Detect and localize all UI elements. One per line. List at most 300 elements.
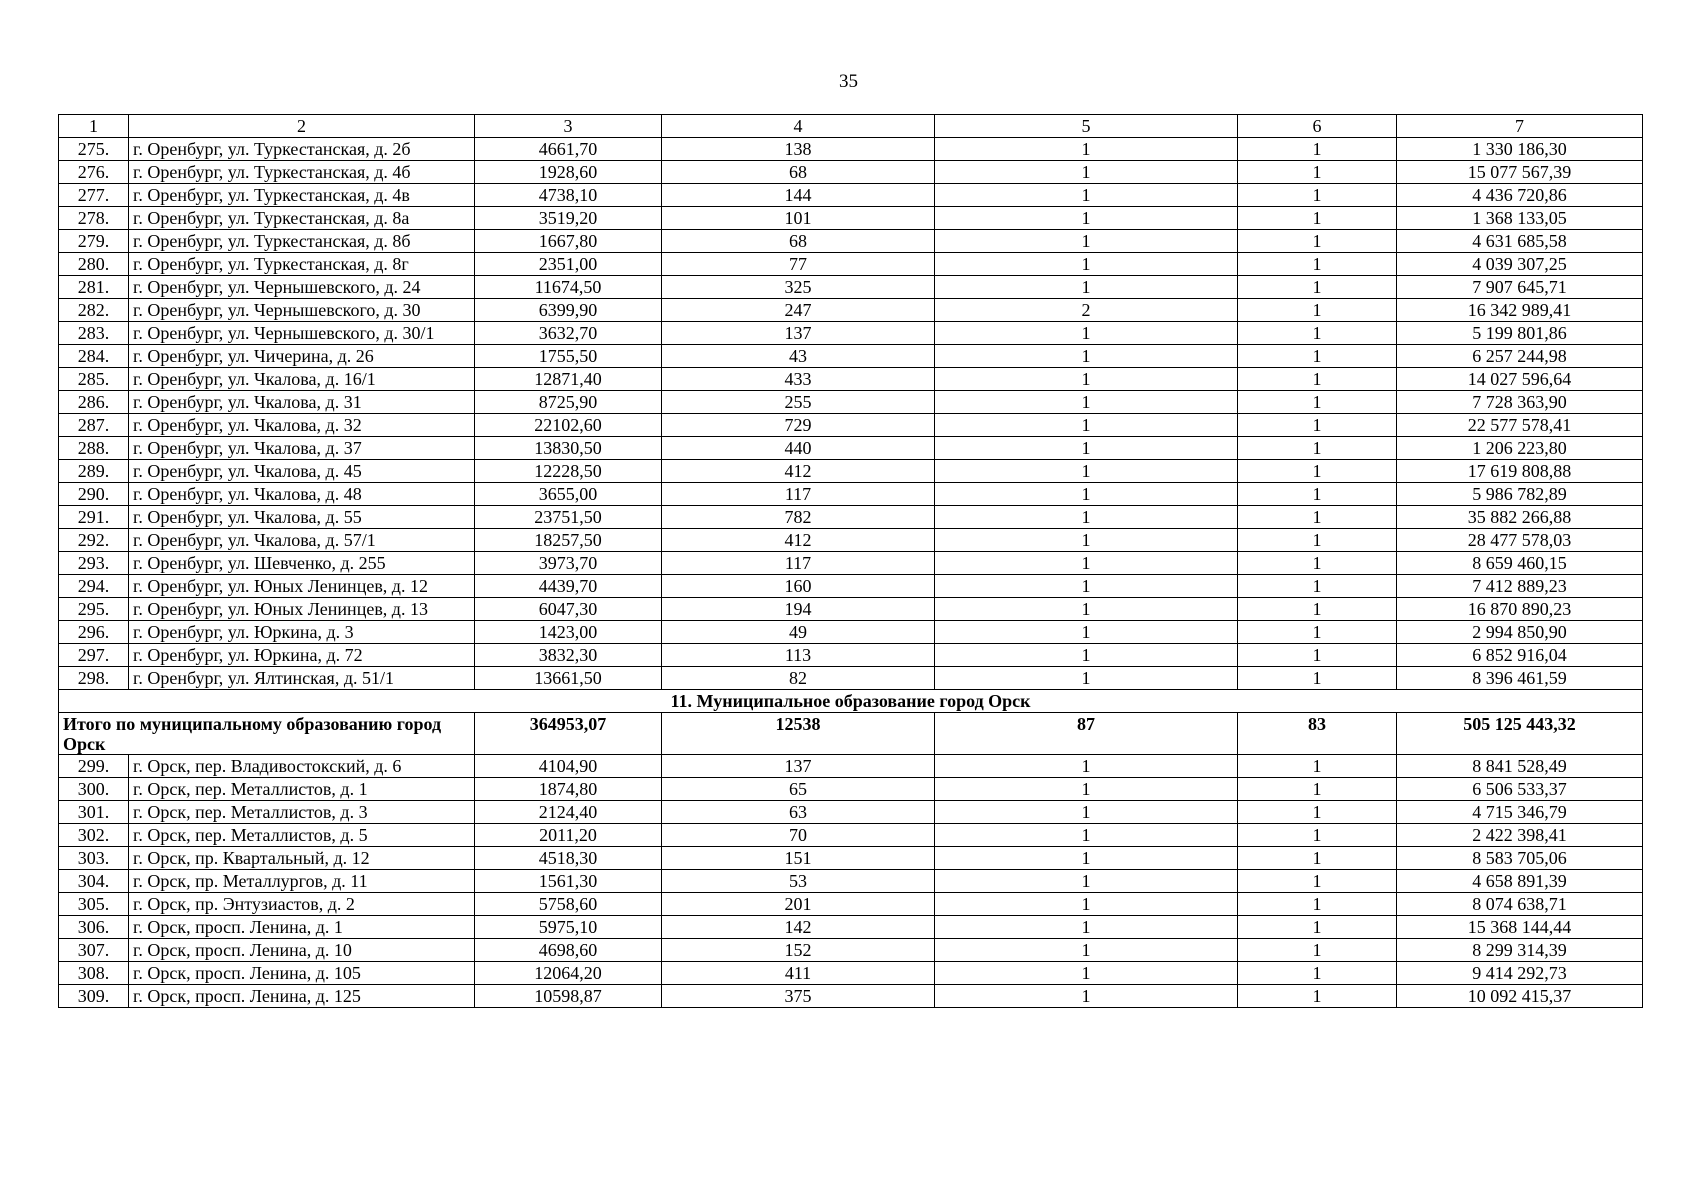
row-number: 276. <box>59 161 129 184</box>
row-number: 300. <box>59 778 129 801</box>
col6-cell: 1 <box>1238 276 1397 299</box>
col6-cell: 1 <box>1238 322 1397 345</box>
col5-cell: 1 <box>935 962 1238 985</box>
col6-cell: 1 <box>1238 667 1397 690</box>
col6-cell: 1 <box>1238 391 1397 414</box>
row-number: 309. <box>59 985 129 1008</box>
address-cell: г. Оренбург, ул. Туркестанская, д. 2б <box>129 138 475 161</box>
col4-cell: 433 <box>662 368 935 391</box>
table-row <box>59 299 1643 322</box>
cost-cell: 14 027 596,64 <box>1397 368 1643 391</box>
total-value: 87 <box>935 713 1238 755</box>
address-cell: г. Оренбург, ул. Чкалова, д. 37 <box>129 437 475 460</box>
row-number: 290. <box>59 483 129 506</box>
cost-cell: 28 477 578,03 <box>1397 529 1643 552</box>
col5-cell: 1 <box>935 207 1238 230</box>
row-number: 306. <box>59 916 129 939</box>
address-cell: г. Орск, пер. Владивостокский, д. 6 <box>129 755 475 778</box>
table-body <box>59 115 1643 1008</box>
area-cell: 4104,90 <box>475 755 662 778</box>
table-row <box>59 483 1643 506</box>
col6-cell: 1 <box>1238 916 1397 939</box>
col6-cell: 1 <box>1238 529 1397 552</box>
area-cell: 12064,20 <box>475 962 662 985</box>
area-cell: 18257,50 <box>475 529 662 552</box>
col5-cell: 1 <box>935 598 1238 621</box>
col5-cell: 1 <box>935 483 1238 506</box>
cost-cell: 7 907 645,71 <box>1397 276 1643 299</box>
cost-cell: 4 658 891,39 <box>1397 870 1643 893</box>
col6-cell: 1 <box>1238 207 1397 230</box>
cost-cell: 15 368 144,44 <box>1397 916 1643 939</box>
area-cell: 4698,60 <box>475 939 662 962</box>
col4-cell: 43 <box>662 345 935 368</box>
area-cell: 1928,60 <box>475 161 662 184</box>
address-cell: г. Оренбург, ул. Чкалова, д. 48 <box>129 483 475 506</box>
cost-cell: 4 715 346,79 <box>1397 801 1643 824</box>
address-cell: г. Орск, просп. Ленина, д. 125 <box>129 985 475 1008</box>
row-number: 295. <box>59 598 129 621</box>
header-row <box>59 115 1643 138</box>
address-cell: г. Оренбург, ул. Чкалова, д. 32 <box>129 414 475 437</box>
row-number: 297. <box>59 644 129 667</box>
area-cell: 3973,70 <box>475 552 662 575</box>
col4-cell: 101 <box>662 207 935 230</box>
area-cell: 8725,90 <box>475 391 662 414</box>
cost-cell: 9 414 292,73 <box>1397 962 1643 985</box>
area-cell: 3655,00 <box>475 483 662 506</box>
col6-cell: 1 <box>1238 801 1397 824</box>
header-cell: 6 <box>1238 115 1397 138</box>
total-value: 505 125 443,32 <box>1397 713 1643 755</box>
area-cell: 4439,70 <box>475 575 662 598</box>
header-cell: 7 <box>1397 115 1643 138</box>
table-row <box>59 552 1643 575</box>
address-cell: г. Оренбург, ул. Чкалова, д. 16/1 <box>129 368 475 391</box>
col4-cell: 113 <box>662 644 935 667</box>
col4-cell: 82 <box>662 667 935 690</box>
area-cell: 2011,20 <box>475 824 662 847</box>
col6-cell: 1 <box>1238 575 1397 598</box>
col6-cell: 1 <box>1238 161 1397 184</box>
table-row <box>59 893 1643 916</box>
col6-cell: 1 <box>1238 824 1397 847</box>
total-value: 12538 <box>662 713 935 755</box>
cost-cell: 35 882 266,88 <box>1397 506 1643 529</box>
col6-cell: 1 <box>1238 778 1397 801</box>
row-number: 277. <box>59 184 129 207</box>
row-number: 294. <box>59 575 129 598</box>
col6-cell: 1 <box>1238 621 1397 644</box>
address-cell: г. Орск, пер. Металлистов, д. 5 <box>129 824 475 847</box>
col4-cell: 160 <box>662 575 935 598</box>
area-cell: 1874,80 <box>475 778 662 801</box>
col4-cell: 152 <box>662 939 935 962</box>
cost-cell: 5 986 782,89 <box>1397 483 1643 506</box>
col5-cell: 1 <box>935 506 1238 529</box>
row-number: 307. <box>59 939 129 962</box>
col6-cell: 1 <box>1238 253 1397 276</box>
header-cell: 2 <box>129 115 475 138</box>
address-cell: г. Оренбург, ул. Чичерина, д. 26 <box>129 345 475 368</box>
col5-cell: 1 <box>935 414 1238 437</box>
cost-cell: 4 436 720,86 <box>1397 184 1643 207</box>
row-number: 296. <box>59 621 129 644</box>
address-cell: г. Оренбург, ул. Юркина, д. 72 <box>129 644 475 667</box>
area-cell: 22102,60 <box>475 414 662 437</box>
col4-cell: 247 <box>662 299 935 322</box>
col5-cell: 1 <box>935 870 1238 893</box>
address-cell: г. Оренбург, ул. Чернышевского, д. 30 <box>129 299 475 322</box>
area-cell: 10598,87 <box>475 985 662 1008</box>
area-cell: 6399,90 <box>475 299 662 322</box>
address-cell: г. Оренбург, ул. Чкалова, д. 57/1 <box>129 529 475 552</box>
area-cell: 12228,50 <box>475 460 662 483</box>
col6-cell: 1 <box>1238 939 1397 962</box>
col6-cell: 1 <box>1238 893 1397 916</box>
cost-cell: 1 368 133,05 <box>1397 207 1643 230</box>
col6-cell: 1 <box>1238 299 1397 322</box>
col5-cell: 1 <box>935 916 1238 939</box>
col5-cell: 1 <box>935 437 1238 460</box>
area-cell: 3832,30 <box>475 644 662 667</box>
col6-cell: 1 <box>1238 138 1397 161</box>
col4-cell: 68 <box>662 161 935 184</box>
header-cell: 4 <box>662 115 935 138</box>
address-cell: г. Оренбург, ул. Туркестанская, д. 4в <box>129 184 475 207</box>
table-row <box>59 621 1643 644</box>
address-cell: г. Орск, пер. Металлистов, д. 3 <box>129 801 475 824</box>
col5-cell: 1 <box>935 161 1238 184</box>
col6-cell: 1 <box>1238 847 1397 870</box>
address-cell: г. Оренбург, ул. Туркестанская, д. 8б <box>129 230 475 253</box>
row-number: 280. <box>59 253 129 276</box>
area-cell: 4661,70 <box>475 138 662 161</box>
row-number: 284. <box>59 345 129 368</box>
area-cell: 12871,40 <box>475 368 662 391</box>
table-row <box>59 847 1643 870</box>
table-row <box>59 575 1643 598</box>
area-cell: 3519,20 <box>475 207 662 230</box>
col5-cell: 1 <box>935 253 1238 276</box>
header-cell: 3 <box>475 115 662 138</box>
table-row <box>59 985 1643 1008</box>
col5-cell: 1 <box>935 529 1238 552</box>
section-row <box>59 690 1643 713</box>
col4-cell: 70 <box>662 824 935 847</box>
address-cell: г. Оренбург, ул. Туркестанская, д. 8г <box>129 253 475 276</box>
col5-cell: 1 <box>935 552 1238 575</box>
col6-cell: 1 <box>1238 962 1397 985</box>
address-cell: г. Оренбург, ул. Ялтинская, д. 51/1 <box>129 667 475 690</box>
cost-cell: 10 092 415,37 <box>1397 985 1643 1008</box>
col5-cell: 1 <box>935 391 1238 414</box>
total-value: 364953,07 <box>475 713 662 755</box>
table-row <box>59 506 1643 529</box>
col4-cell: 411 <box>662 962 935 985</box>
address-cell: г. Оренбург, ул. Юных Ленинцев, д. 12 <box>129 575 475 598</box>
address-cell: г. Орск, пр. Квартальный, д. 12 <box>129 847 475 870</box>
address-cell: г. Оренбург, ул. Юных Ленинцев, д. 13 <box>129 598 475 621</box>
row-number: 298. <box>59 667 129 690</box>
col4-cell: 412 <box>662 529 935 552</box>
row-number: 305. <box>59 893 129 916</box>
col4-cell: 144 <box>662 184 935 207</box>
col6-cell: 1 <box>1238 985 1397 1008</box>
row-number: 278. <box>59 207 129 230</box>
cost-cell: 6 257 244,98 <box>1397 345 1643 368</box>
col6-cell: 1 <box>1238 506 1397 529</box>
area-cell: 1667,80 <box>475 230 662 253</box>
cost-cell: 8 299 314,39 <box>1397 939 1643 962</box>
address-cell: г. Оренбург, ул. Чкалова, д. 45 <box>129 460 475 483</box>
col5-cell: 1 <box>935 893 1238 916</box>
cost-cell: 6 852 916,04 <box>1397 644 1643 667</box>
cost-cell: 5 199 801,86 <box>1397 322 1643 345</box>
col4-cell: 49 <box>662 621 935 644</box>
col5-cell: 1 <box>935 985 1238 1008</box>
table-row <box>59 161 1643 184</box>
col4-cell: 138 <box>662 138 935 161</box>
row-number: 281. <box>59 276 129 299</box>
col5-cell: 1 <box>935 230 1238 253</box>
col5-cell: 1 <box>935 667 1238 690</box>
table-row <box>59 207 1643 230</box>
table-row <box>59 253 1643 276</box>
cost-cell: 2 994 850,90 <box>1397 621 1643 644</box>
area-cell: 13830,50 <box>475 437 662 460</box>
col5-cell: 1 <box>935 755 1238 778</box>
col5-cell: 1 <box>935 138 1238 161</box>
table-row <box>59 824 1643 847</box>
col4-cell: 255 <box>662 391 935 414</box>
table-row <box>59 939 1643 962</box>
row-number: 303. <box>59 847 129 870</box>
table-row <box>59 644 1643 667</box>
address-cell: г. Оренбург, ул. Шевченко, д. 255 <box>129 552 475 575</box>
table-row <box>59 755 1643 778</box>
col5-cell: 1 <box>935 460 1238 483</box>
col6-cell: 1 <box>1238 414 1397 437</box>
address-cell: г. Оренбург, ул. Чкалова, д. 31 <box>129 391 475 414</box>
table-row <box>59 529 1643 552</box>
cost-cell: 1 206 223,80 <box>1397 437 1643 460</box>
col5-cell: 1 <box>935 824 1238 847</box>
col5-cell: 1 <box>935 621 1238 644</box>
col5-cell: 2 <box>935 299 1238 322</box>
area-cell: 4738,10 <box>475 184 662 207</box>
table-row <box>59 391 1643 414</box>
col6-cell: 1 <box>1238 755 1397 778</box>
row-number: 308. <box>59 962 129 985</box>
table-row <box>59 916 1643 939</box>
col4-cell: 77 <box>662 253 935 276</box>
area-cell: 3632,70 <box>475 322 662 345</box>
row-number: 292. <box>59 529 129 552</box>
address-cell: г. Оренбург, ул. Чернышевского, д. 24 <box>129 276 475 299</box>
col5-cell: 1 <box>935 778 1238 801</box>
col6-cell: 1 <box>1238 230 1397 253</box>
row-number: 288. <box>59 437 129 460</box>
total-label: Итого по муниципальному образованию город Орск <box>59 713 475 755</box>
area-cell: 2124,40 <box>475 801 662 824</box>
area-cell: 23751,50 <box>475 506 662 529</box>
col6-cell: 1 <box>1238 598 1397 621</box>
header-cell: 5 <box>935 115 1238 138</box>
col6-cell: 1 <box>1238 460 1397 483</box>
col5-cell: 1 <box>935 345 1238 368</box>
cost-cell: 8 074 638,71 <box>1397 893 1643 916</box>
col4-cell: 729 <box>662 414 935 437</box>
col5-cell: 1 <box>935 184 1238 207</box>
header-cell: 1 <box>59 115 129 138</box>
col4-cell: 201 <box>662 893 935 916</box>
area-cell: 1423,00 <box>475 621 662 644</box>
col4-cell: 137 <box>662 322 935 345</box>
table-row <box>59 138 1643 161</box>
table-row <box>59 460 1643 483</box>
table-row <box>59 962 1643 985</box>
address-cell: г. Орск, пр. Металлургов, д. 11 <box>129 870 475 893</box>
area-cell: 5975,10 <box>475 916 662 939</box>
area-cell: 1561,30 <box>475 870 662 893</box>
area-cell: 6047,30 <box>475 598 662 621</box>
col4-cell: 53 <box>662 870 935 893</box>
cost-cell: 8 396 461,59 <box>1397 667 1643 690</box>
table-row <box>59 667 1643 690</box>
housing-table <box>58 114 1643 1008</box>
col4-cell: 412 <box>662 460 935 483</box>
col5-cell: 1 <box>935 801 1238 824</box>
address-cell: г. Орск, просп. Ленина, д. 1 <box>129 916 475 939</box>
cost-cell: 7 728 363,90 <box>1397 391 1643 414</box>
col5-cell: 1 <box>935 322 1238 345</box>
col4-cell: 65 <box>662 778 935 801</box>
col6-cell: 1 <box>1238 368 1397 391</box>
col4-cell: 142 <box>662 916 935 939</box>
col4-cell: 194 <box>662 598 935 621</box>
row-number: 289. <box>59 460 129 483</box>
cost-cell: 6 506 533,37 <box>1397 778 1643 801</box>
col4-cell: 63 <box>662 801 935 824</box>
address-cell: г. Орск, просп. Ленина, д. 10 <box>129 939 475 962</box>
row-number: 293. <box>59 552 129 575</box>
col4-cell: 151 <box>662 847 935 870</box>
col6-cell: 1 <box>1238 483 1397 506</box>
address-cell: г. Оренбург, ул. Юркина, д. 3 <box>129 621 475 644</box>
area-cell: 11674,50 <box>475 276 662 299</box>
col6-cell: 1 <box>1238 184 1397 207</box>
table-row <box>59 414 1643 437</box>
cost-cell: 4 039 307,25 <box>1397 253 1643 276</box>
address-cell: г. Орск, пр. Энтузиастов, д. 2 <box>129 893 475 916</box>
col4-cell: 440 <box>662 437 935 460</box>
table-row <box>59 598 1643 621</box>
col5-cell: 1 <box>935 368 1238 391</box>
cost-cell: 15 077 567,39 <box>1397 161 1643 184</box>
cost-cell: 8 841 528,49 <box>1397 755 1643 778</box>
cost-cell: 22 577 578,41 <box>1397 414 1643 437</box>
total-row <box>59 713 1643 755</box>
table-row <box>59 184 1643 207</box>
table-row <box>59 276 1643 299</box>
col5-cell: 1 <box>935 644 1238 667</box>
address-cell: г. Оренбург, ул. Туркестанская, д. 4б <box>129 161 475 184</box>
row-number: 291. <box>59 506 129 529</box>
cost-cell: 17 619 808,88 <box>1397 460 1643 483</box>
col6-cell: 1 <box>1238 552 1397 575</box>
cost-cell: 1 330 186,30 <box>1397 138 1643 161</box>
col4-cell: 375 <box>662 985 935 1008</box>
area-cell: 13661,50 <box>475 667 662 690</box>
address-cell: г. Оренбург, ул. Чернышевского, д. 30/1 <box>129 322 475 345</box>
col4-cell: 117 <box>662 552 935 575</box>
section-title: 11. Муниципальное образование город Орск <box>59 690 1643 713</box>
table-row <box>59 778 1643 801</box>
row-number: 279. <box>59 230 129 253</box>
col6-cell: 1 <box>1238 870 1397 893</box>
area-cell: 4518,30 <box>475 847 662 870</box>
col6-cell: 1 <box>1238 644 1397 667</box>
table-row <box>59 437 1643 460</box>
col6-cell: 1 <box>1238 345 1397 368</box>
col6-cell: 1 <box>1238 437 1397 460</box>
area-cell: 1755,50 <box>475 345 662 368</box>
total-value: 83 <box>1238 713 1397 755</box>
col4-cell: 782 <box>662 506 935 529</box>
col5-cell: 1 <box>935 847 1238 870</box>
cost-cell: 4 631 685,58 <box>1397 230 1643 253</box>
address-cell: г. Орск, пер. Металлистов, д. 1 <box>129 778 475 801</box>
col4-cell: 137 <box>662 755 935 778</box>
col5-cell: 1 <box>935 276 1238 299</box>
row-number: 282. <box>59 299 129 322</box>
cost-cell: 16 870 890,23 <box>1397 598 1643 621</box>
address-cell: г. Орск, просп. Ленина, д. 105 <box>129 962 475 985</box>
table-row <box>59 801 1643 824</box>
col4-cell: 117 <box>662 483 935 506</box>
area-cell: 2351,00 <box>475 253 662 276</box>
table-row <box>59 322 1643 345</box>
row-number: 283. <box>59 322 129 345</box>
cost-cell: 7 412 889,23 <box>1397 575 1643 598</box>
row-number: 301. <box>59 801 129 824</box>
page-number: 35 <box>839 71 858 92</box>
cost-cell: 8 659 460,15 <box>1397 552 1643 575</box>
table-row <box>59 368 1643 391</box>
address-cell: г. Оренбург, ул. Чкалова, д. 55 <box>129 506 475 529</box>
row-number: 286. <box>59 391 129 414</box>
row-number: 287. <box>59 414 129 437</box>
cost-cell: 16 342 989,41 <box>1397 299 1643 322</box>
col4-cell: 325 <box>662 276 935 299</box>
table-row <box>59 230 1643 253</box>
area-cell: 5758,60 <box>475 893 662 916</box>
row-number: 275. <box>59 138 129 161</box>
cost-cell: 8 583 705,06 <box>1397 847 1643 870</box>
row-number: 299. <box>59 755 129 778</box>
row-number: 304. <box>59 870 129 893</box>
table-row <box>59 870 1643 893</box>
table-row <box>59 345 1643 368</box>
col4-cell: 68 <box>662 230 935 253</box>
col5-cell: 1 <box>935 939 1238 962</box>
col5-cell: 1 <box>935 575 1238 598</box>
address-cell: г. Оренбург, ул. Туркестанская, д. 8а <box>129 207 475 230</box>
row-number: 285. <box>59 368 129 391</box>
cost-cell: 2 422 398,41 <box>1397 824 1643 847</box>
row-number: 302. <box>59 824 129 847</box>
